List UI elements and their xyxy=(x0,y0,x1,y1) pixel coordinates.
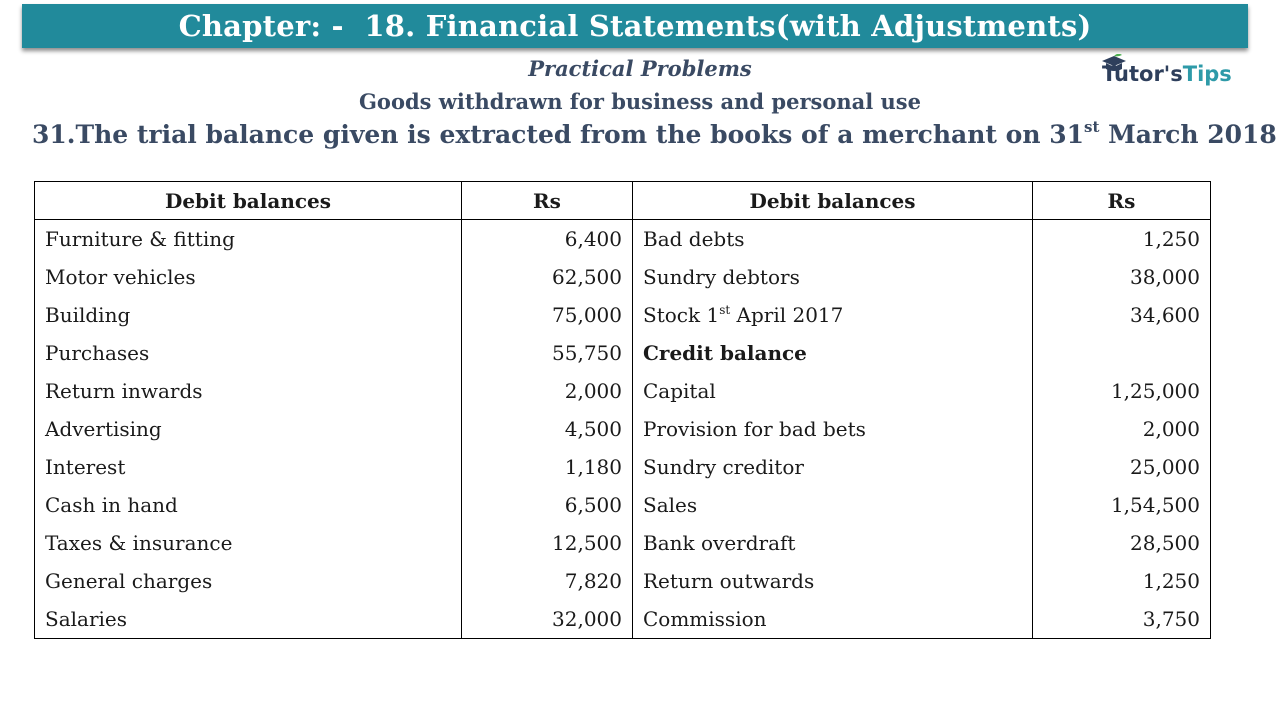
right-account-name xyxy=(633,486,1033,524)
table-row xyxy=(35,524,1211,562)
right-account-name xyxy=(633,600,1033,639)
right-amount: 34,600 xyxy=(1033,296,1211,334)
left-account-name: Furniture & fitting xyxy=(35,220,462,259)
left-amount: 55,750 xyxy=(462,334,633,372)
right-amount: 1,54,500 xyxy=(1033,486,1211,524)
left-amount: 2,000 xyxy=(462,372,633,410)
left-amount: 1,180 xyxy=(462,448,633,486)
right-account-text: Return outwards xyxy=(643,569,815,593)
right-account-name xyxy=(633,220,1033,259)
left-account-name: Interest xyxy=(35,448,462,486)
right-account-text: Commission xyxy=(643,607,767,631)
left-account-name: Salaries xyxy=(35,600,462,639)
table-row xyxy=(35,334,1211,372)
question-text xyxy=(32,120,1277,149)
logo-text-part1: utor's xyxy=(1114,62,1183,86)
right-account-text-tail: April 2017 xyxy=(730,303,844,327)
topic-heading: Goods withdrawn for business and personal use xyxy=(359,89,921,114)
left-account-name: Motor vehicles xyxy=(35,258,462,296)
right-amount: 28,500 xyxy=(1033,524,1211,562)
section-label-credit xyxy=(633,334,1033,372)
left-account-name: Return inwards xyxy=(35,372,462,410)
right-amount: 1,25,000 xyxy=(1033,372,1211,410)
right-account-text: Sundry debtors xyxy=(643,265,800,289)
right-account-text: Sundry creditor xyxy=(643,455,804,479)
table-header-row xyxy=(35,182,1211,220)
question-superscript: st xyxy=(1084,118,1100,136)
left-amount: 6,500 xyxy=(462,486,633,524)
right-account-text: Bad debts xyxy=(643,227,745,251)
right-account-name xyxy=(633,410,1033,448)
right-account-name xyxy=(633,258,1033,296)
left-amount: 4,500 xyxy=(462,410,633,448)
table-row xyxy=(35,258,1211,296)
right-account-text: Bank overdraft xyxy=(643,531,796,555)
right-account-text: Credit balance xyxy=(643,341,807,365)
table-row xyxy=(35,410,1211,448)
section-subtitle: Practical Problems xyxy=(528,56,752,81)
right-account-text: Stock 1 xyxy=(643,303,720,327)
header-right-label: Debit balances xyxy=(633,182,1033,220)
header-left-rs: Rs xyxy=(462,182,633,220)
left-account-name: Cash in hand xyxy=(35,486,462,524)
left-account-name: Taxes & insurance xyxy=(35,524,462,562)
left-account-name: Building xyxy=(35,296,462,334)
logo-text-part2: ips xyxy=(1197,62,1232,86)
right-amount: 38,000 xyxy=(1033,258,1211,296)
table-body xyxy=(35,220,1211,639)
table-row xyxy=(35,448,1211,486)
right-account-name xyxy=(633,296,1033,334)
right-amount: 3,750 xyxy=(1033,600,1211,639)
left-account-name: Purchases xyxy=(35,334,462,372)
right-amount: 2,000 xyxy=(1033,410,1211,448)
tutors-tips-logo xyxy=(1100,54,1250,94)
chapter-title: Chapter: - 18. Financial Statements(with Adjustments) xyxy=(178,9,1092,43)
right-amount xyxy=(1033,334,1211,372)
table-row xyxy=(35,296,1211,334)
header-left-label: Debit balances xyxy=(35,182,462,220)
question-suffix: March 2018 xyxy=(1099,120,1277,149)
table-row xyxy=(35,372,1211,410)
question-prefix: 31.The trial balance given is extracted from the books of a merchant on 31 xyxy=(32,120,1084,149)
left-amount: 7,820 xyxy=(462,562,633,600)
right-account-text: Sales xyxy=(643,493,698,517)
right-account-superscript: st xyxy=(719,303,731,317)
right-amount: 1,250 xyxy=(1033,220,1211,259)
trial-balance-table xyxy=(34,181,1211,639)
right-amount: 1,250 xyxy=(1033,562,1211,600)
left-amount: 75,000 xyxy=(462,296,633,334)
right-account-text: Provision for bad bets xyxy=(643,417,866,441)
left-amount: 12,500 xyxy=(462,524,633,562)
chapter-banner xyxy=(22,4,1248,48)
right-account-name xyxy=(633,562,1033,600)
left-amount: 62,500 xyxy=(462,258,633,296)
table-row xyxy=(35,562,1211,600)
right-account-name xyxy=(633,448,1033,486)
left-account-name: General charges xyxy=(35,562,462,600)
table-row xyxy=(35,600,1211,639)
right-account-text: Capital xyxy=(643,379,716,403)
header-right-rs: Rs xyxy=(1033,182,1211,220)
table-row xyxy=(35,486,1211,524)
right-account-name xyxy=(633,372,1033,410)
table-row xyxy=(35,220,1211,259)
right-amount: 25,000 xyxy=(1033,448,1211,486)
left-amount: 6,400 xyxy=(462,220,633,259)
right-account-name xyxy=(633,524,1033,562)
left-account-name: Advertising xyxy=(35,410,462,448)
logo-wordmark: Tutor'sTips xyxy=(1102,62,1232,86)
left-amount: 32,000 xyxy=(462,600,633,639)
